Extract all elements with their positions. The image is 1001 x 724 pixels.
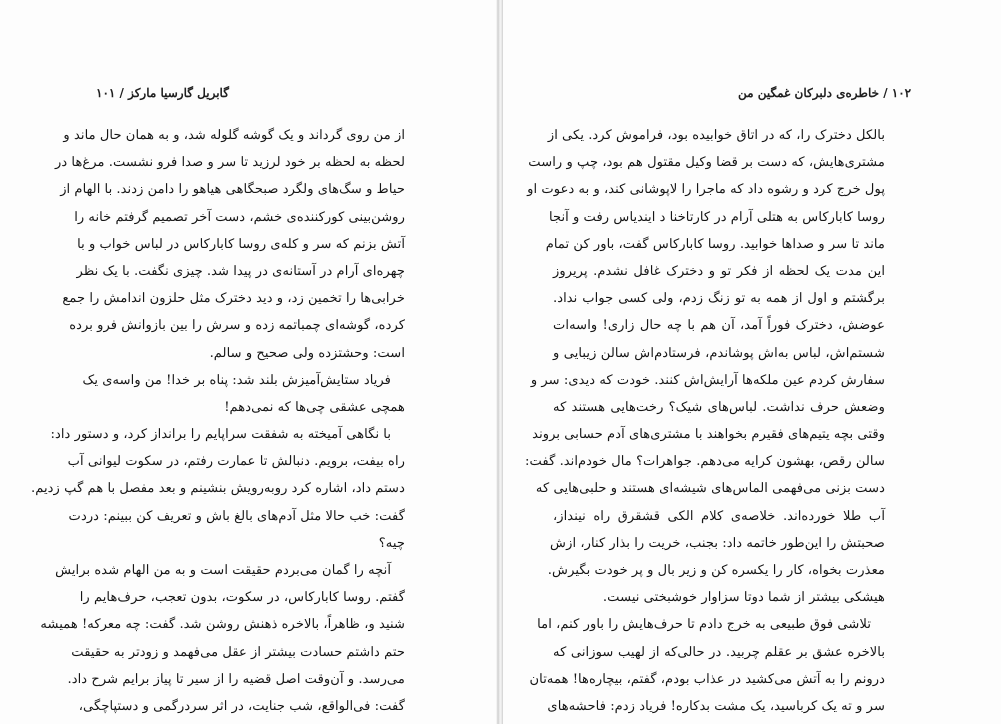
text-line: خرابی‌ها را تخمین زد، و دید دخترک مثل حلزون اندامش را جمع [62,291,405,307]
text-line: است: وحشتزده ولی صحیح و سالم. [209,345,405,361]
text-line: فریاد ستایش‌آمیزش بلند شد: پناه بر خدا! من واسه‌ی یک [82,372,391,388]
text-line: سالن رقص، بهشون کرایه می‌دهم. جواهرات؟ مال خودم‌اند. گفت: [525,454,885,470]
text-line: ماند تا سر و صداها خوابید. روسا کاباركاس گفت، باور کن تمام [545,236,885,252]
left-page-body [31,122,405,720]
right-page-header: ۱۰۲ / خاطره‌ی دلبرکان غمگین من [738,86,912,100]
left-page-header: گابریل گارسیا مارکز / ۱۰۱ [96,86,229,100]
text-line: مشتری‌هایش، که دست بر قضا وکیل مقتول هم بود، چپ و راست [528,155,885,171]
text-line: پول خرج کرد و رشوه داد که ماجرا را لاپوشانی کند، و به دعوت او [527,182,885,198]
text-line: گفت: فی‌الواقع، شب جنایت، در اثر سردرگمی و دستپاچگی، [78,698,405,714]
text-line: دستم داد، اشاره کرد رو‌به‌رویش بنشینم و بعد مفصل با هم گپ زدیم. [31,481,405,497]
text-line: با نگاهی آمیخته به شفقت سراپایم را برانداز کرد، و دستور داد: [50,427,391,443]
text-line: راه بیفت، برویم. دنبالش تا عمارت رفتم، در سکوت لیوانی آب [67,454,405,470]
text-line: کرده، گوشه‌ای چمباتمه زده و سرش را بین بازوانش فرو برده [69,318,405,334]
text-line: حیاط و سگ‌های ولگرد صبحگاهی هیاهو را دامن زدند. با الهام از [60,182,405,198]
text-line: تلاشی فوق طبیعی به خرج دادم تا حرف‌هایش را باور کنم، اما [537,617,871,633]
text-line: وقتی بچه یتیم‌های فقیرم بخواهند با مشتری‌های آدم حسابی بروند [532,427,885,443]
right-page [503,0,1001,724]
text-line: چهره‌ای آرام در آستانه‌ی در پیدا شد. چیزی نگفت. با یک نظر [76,263,405,279]
text-line: گفت: خب حالا مثل آدم‌های بالغ باش و تعریف کن ببینم: دردت [68,508,405,524]
text-line: بالکل دخترک را، که در اتاق خوابیده بود، فراموش کرد. یکی از [547,128,885,143]
text-line: از من روی گرداند و یک گوشه گلوله شد، و به همان حال ماند و [63,128,405,143]
text-line: چیه؟ [378,535,405,551]
text-line: شستم‌اش، لباس به‌اش پوشاندم، فرستادم‌اش سالن زیبایی و [553,345,885,361]
text-line: آب طلا خورده‌اند. خلاصه‌ی کلام الکی قشقرق راه نینداز، [553,508,885,524]
text-line: درونم را به آتش می‌کشید در عذاب بودم، گفتم، بیچاره‌ها! همه‌تان [529,671,885,687]
text-line: آنچه را گمان می‌بردم حقیقت است و به من الهام شده برایش [55,563,391,578]
text-line: می‌رسد. و آن‌وقت اصل قضیه را از سیر تا پیاز برایم شرح داد. [67,671,405,687]
text-line: سفارش کردم عین ملکه‌ها آرایش‌اش کنند. خودت که دیدی: سر و [530,372,885,388]
text-line: معذرت بخواه، کار را یکسره کن و زیر بال و پر خودت بگیرش. [547,563,885,578]
text-line: روسا کاباركاس به هتلی آرام در کارتاخنا د ایندیاس رفت و آنجا [548,209,885,225]
text-line: صحبتش را این‌طور خاتمه داد: بجنب، خریت را بذار کنار، ازش [550,535,885,551]
left-page [0,0,498,724]
text-line: حتم داشتم حسادت بیشتر از عقل می‌فهمد و زودتر به حقیقت [71,644,405,660]
text-line: هیشکی بیشتر از شما دوتا سزاوار خوشبختی نیست. [602,590,885,606]
text-line: آتش بزنم که سر و کله‌ی روسا کاباركاس در لباس خواب و با [77,236,405,252]
text-line: روشن‌بینی کورکننده‌ی خشم، دست آخر تصمیم گرفتم خانه را [74,209,405,225]
text-line: بالاخره عشق بر عقلم چربید. در حالی‌که از لهیب سوزانی که [553,644,885,660]
text-line: دست بزنی می‌فهمی الماس‌های شیشه‌ای هستند و حلبی‌هایی که [535,481,885,497]
text-line: وضعش حرف نداشت. لباس‌های شیک؟ رخت‌هایی هستند که [553,399,885,415]
text-line: شنید و، ظاهراً، بالاخره ذهنش روشن شد. گفت: چه معرکه! همیشه [40,617,405,633]
text-line: این مدت یک لحظه از فکر تو و دخترک غافل نشدم. پریروز [553,263,885,279]
text-line: همچی عشقی چی‌ها که نمی‌دهم! [224,399,405,415]
text-line: برگشتم و اول از همه به تو زنگ زدم، ولی کسی جواب نداد. [553,291,885,307]
right-page-body [525,122,885,720]
text-line: گفتم. روسا کاباركاس، در سکوت، بدون تعجب، حرف‌هایم را [79,590,405,606]
text-line: لحظه به لحظه بر خود لرزید تا سر و صدا فرو نشست. مرغ‌ها در [55,155,405,171]
text-line: عوضش، دخترک فوراً آمد، آن هم با چه حال زاری! واسه‌ات [553,318,885,334]
text-line: سر و ته یک کرباسید، یک مشت بدکاره! فریاد زدم: فاحشه‌های [547,698,885,714]
